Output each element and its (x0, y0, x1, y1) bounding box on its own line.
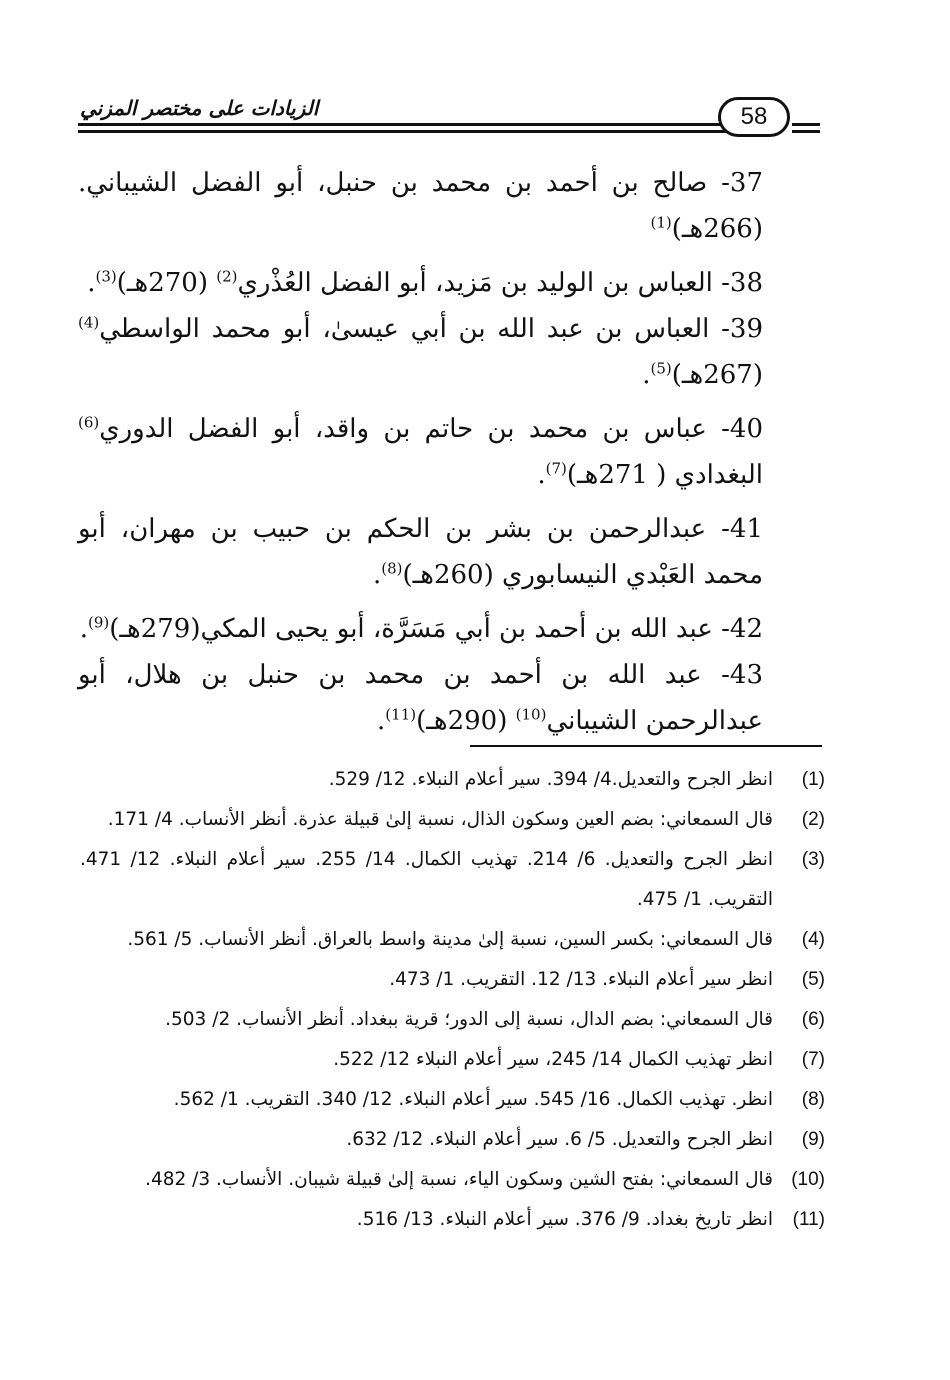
footnote (80, 1160, 825, 1200)
entry-tail: . (377, 706, 386, 736)
footnote (80, 800, 825, 840)
entry-date: البغدادي ( 271هـ) (566, 460, 763, 490)
footnote-number: (8) (801, 1089, 825, 1110)
entry-text: 41- عبدالرحمن بن بشر بن الحكم بن حبيب بن مهران، أبو محمد العَبْدي النيسابوري (260هـ) (78, 514, 763, 590)
footnote (80, 1080, 825, 1120)
header-rule (792, 123, 820, 126)
entry-tail: . (87, 268, 96, 298)
footnote-ref: (7) (545, 459, 567, 478)
header-rule (78, 130, 728, 133)
footnote (80, 920, 825, 960)
footnote-ref: (6) (78, 413, 100, 432)
footnote-ref: (5) (650, 359, 672, 378)
footnote (80, 1120, 825, 1160)
footnote-number: (5) (801, 969, 825, 990)
entry-42 (78, 606, 763, 652)
entry-tail: . (642, 360, 651, 390)
footnote-list (80, 760, 825, 1240)
footnote-number: (3) (801, 849, 825, 870)
footnote-text: انظر سير أعلام النبلاء. 13/ 12. التقريب. 1/ 473. (389, 969, 773, 990)
footnote-ref: (9) (87, 613, 110, 632)
footnote-number: (10) (791, 1169, 825, 1190)
footnote-ref: (1) (650, 213, 672, 232)
running-head-title: الزيادات على مختصر المزني (80, 96, 319, 120)
entry-text: 37- صالح بن أحمد بن محمد بن حنبل، أبو الفضل الشيباني.(266هـ) (78, 168, 763, 244)
entry-41 (78, 506, 763, 598)
entry-text: 42- عبد الله بن أحمد بن أبي مَسَرَّة، أبو يحيى المكي(279هـ) (109, 614, 763, 644)
entry-date: (290هـ) (416, 706, 516, 736)
footnote-text: قال السمعاني: بضم العين وسكون الذال، نسبة إلىٰ قبيلة عذرة. أنظر الأنساب. 4/ 171. (107, 809, 773, 830)
footnote-text: قال السمعاني: بفتح الشين وسكون الياء، نسبة إلىٰ قبيلة شيبان. الأنساب. 3/ 482. (145, 1169, 773, 1190)
footnote-ref: (11) (385, 705, 417, 724)
entry-text: 38- العباس بن الوليد بن مَزيد، أبو الفضل العُذْري (237, 268, 763, 298)
entry-43 (78, 652, 763, 744)
footnote-text: انظر الجرح والتعديل. 6/ 214. تهذيب الكمال. 14/ 255. سير أعلام النبلاء. 12/ 471. التقريب. 1/ 475. (80, 849, 773, 910)
footnote (80, 760, 825, 800)
footnote-number: (6) (801, 1009, 825, 1030)
footnote-text: انظر تهذيب الكمال 14/ 245، سير أعلام النبلاء 12/ 522. (333, 1049, 773, 1070)
footnote-ref: (3) (95, 267, 117, 286)
footnote-number: (1) (801, 769, 825, 790)
footnote-text: انظر الجرح والتعديل. 5/ 6. سير أعلام النبلاء. 12/ 632. (346, 1129, 773, 1150)
header-rule (78, 123, 728, 126)
entry-40 (78, 406, 763, 498)
footnote (80, 960, 825, 1000)
entry-text: 39- العباس بن عبد الله بن أبي عيسىٰ، أبو محمد الواسطي (99, 314, 763, 344)
entry-date: (267هـ) (671, 360, 763, 390)
footnote-ref: (2) (216, 267, 238, 286)
entry-list (78, 160, 763, 744)
footnote-ref: (4) (78, 313, 100, 332)
footnote-text: قال السمعاني: بكسر السين، نسبة إلىٰ مدينة واسط بالعراق. أنظر الأنساب. 5/ 561. (127, 929, 773, 950)
entry-38 (78, 260, 763, 306)
footnote-text: انظر تاريخ بغداد. 9/ 376. سير أعلام النبلاء. 13/ 516. (356, 1209, 773, 1230)
entry-date: (270هـ) (116, 268, 217, 298)
footnote-number: (9) (801, 1129, 825, 1150)
entry-tail: . (372, 560, 382, 590)
entry-37 (78, 160, 763, 252)
entry-text: 43- عبد الله بن أحمد بن محمد بن حنبل بن هلال، أبو عبدالرحمن الشيباني (78, 660, 763, 736)
footnote-ref: (10) (515, 705, 547, 724)
footnote-number: (7) (801, 1049, 825, 1070)
footnote-text: انظر. تهذيب الكمال. 16/ 545. سير أعلام النبلاء. 12/ 340. التقريب. 1/ 562. (173, 1089, 773, 1110)
footnote-text: قال السمعاني: بضم الدال، نسبة إلى الدور؛ قرية ببغداد. أنظر الأنساب. 2/ 503. (165, 1009, 773, 1030)
footnote (80, 1200, 825, 1240)
footnote-text: انظر الجرح والتعديل.4/ 394. سير أعلام النبلاء. 12/ 529. (328, 769, 773, 790)
page-number: 58 (718, 97, 790, 137)
footnote (80, 840, 825, 920)
entry-tail: . (537, 460, 546, 490)
footnote-number: (11) (792, 1209, 825, 1230)
entry-tail: . (79, 614, 88, 644)
footnote-separator (470, 745, 822, 747)
entry-39 (78, 306, 763, 398)
footnote-ref: (8) (381, 559, 403, 578)
footnote (80, 1000, 825, 1040)
footnote-number: (2) (801, 809, 825, 830)
entry-text: 40- عباس بن محمد بن حاتم بن واقد، أبو الفضل الدوري (99, 414, 763, 444)
footnote (80, 1040, 825, 1080)
header-rule (792, 130, 820, 133)
footnote-number: (4) (801, 929, 825, 950)
